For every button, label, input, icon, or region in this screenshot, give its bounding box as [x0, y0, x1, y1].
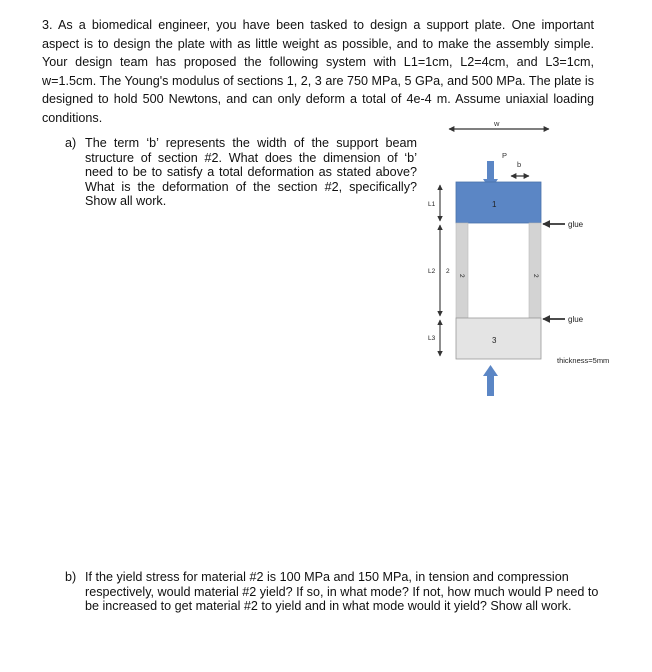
section-2-right-label: 2 [532, 274, 539, 278]
w-label: w [494, 119, 500, 128]
question-b-text: If the yield stress for material #2 is 100 MPa and 150 MPa, in tension and compression respectively, would material #2 yield? If so, in what mode? If not, how much would P need to be increased to get material #2 to yield and in what mode would it yield? Show all work. [85, 570, 599, 613]
thickness-label: thickness=5mm [557, 356, 610, 365]
section-2-mid-label: 2 [458, 274, 465, 278]
question-b-label: b) [65, 570, 77, 584]
glue-bottom-label: glue [568, 315, 584, 324]
section-3-label: 3 [492, 336, 497, 345]
section-2-left-column [456, 223, 468, 318]
reaction-arrow [483, 365, 498, 396]
question-a [65, 136, 417, 209]
p-label: P [502, 151, 508, 160]
question-b [65, 570, 605, 614]
question-a-text: The term ‘b’ represents the width of the support beam structure of section #2. What does the dimension of ‘b’ need to be to satisfy a total deformation as stated above? What is the deformation of the section #2, specifically? Show all work. [85, 136, 417, 208]
question-a-label: a) [65, 136, 77, 150]
l2-label: L2 [428, 268, 436, 275]
b-label: b [517, 160, 522, 169]
l1-label: L1 [428, 201, 436, 208]
section-2-left-label: 2 [446, 268, 450, 275]
support-plate-diagram [415, 118, 640, 403]
l3-label: L3 [428, 335, 436, 342]
problem-statement: 3. As a biomedical engineer, you have been tasked to design a support plate. One important aspect is to design the plate with as little weight as possible, and to make the assembly simple. Your design team has proposed the following system with L1=1cm, L2=4cm, and L3=1cm, w=1.5cm. The Young's modulus of sections 1, 2, 3 are 750 MPa, 5 GPa, and 500 MPa. The plate is designed to hold 500 Newtons, and can only deform a total of 4e-4 m. Assume uniaxial loading conditions. [42, 18, 594, 125]
section-3-block [456, 318, 541, 359]
glue-top-label: glue [568, 220, 584, 229]
section-2-right-column [529, 223, 541, 318]
section-1-block [456, 182, 541, 223]
section-1-label: 1 [492, 200, 497, 209]
